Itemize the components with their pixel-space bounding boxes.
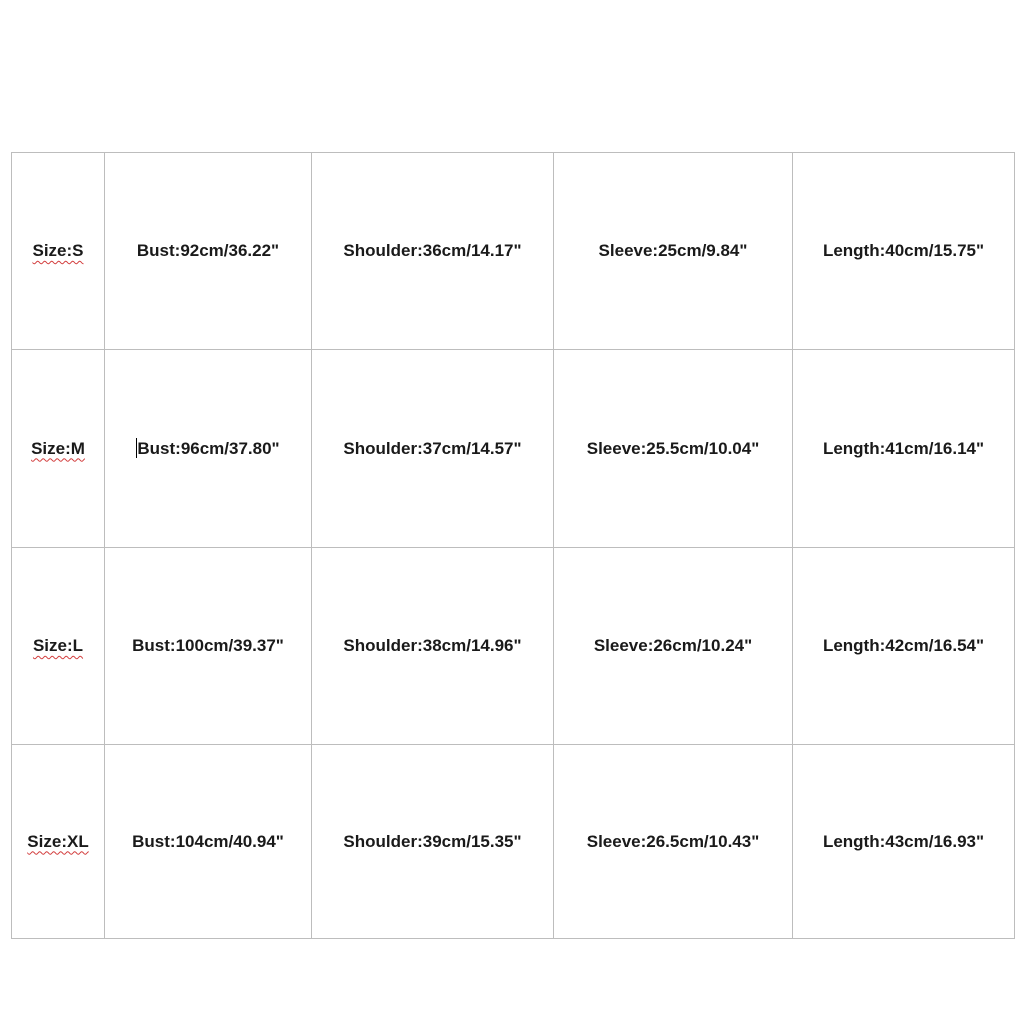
size-cell (12, 153, 105, 350)
bust-cell: Bust:92cm/36.22" (105, 153, 312, 350)
sleeve-cell: Sleeve:25.5cm/10.04" (554, 350, 793, 548)
size-label: Size:M (31, 438, 85, 458)
table-row (12, 350, 1015, 548)
size-chart-table (11, 152, 1015, 939)
shoulder-cell: Shoulder:38cm/14.96" (312, 548, 554, 745)
bust-cell[interactable] (105, 350, 312, 548)
size-label: Size:L (32, 636, 84, 655)
length-cell: Length:42cm/16.54" (793, 548, 1015, 745)
sleeve-cell: Sleeve:25cm/9.84" (554, 153, 793, 350)
size-label: Size:S (32, 241, 84, 260)
shoulder-cell: Shoulder:39cm/15.35" (312, 745, 554, 939)
length-cell: Length:43cm/16.93" (793, 745, 1015, 939)
bust-cell: Bust:100cm/39.37" (105, 548, 312, 745)
length-cell: Length:40cm/15.75" (793, 153, 1015, 350)
sleeve-cell: Sleeve:26.5cm/10.43" (554, 745, 793, 939)
size-cell (12, 350, 105, 548)
shoulder-cell: Shoulder:37cm/14.57" (312, 350, 554, 548)
size-cell (12, 548, 105, 745)
table-row (12, 153, 1015, 350)
bust-cell: Bust:104cm/40.94" (105, 745, 312, 939)
size-label: Size:XL (27, 831, 89, 851)
table-row (12, 548, 1015, 745)
shoulder-cell: Shoulder:36cm/14.17" (312, 153, 554, 350)
table-row (12, 745, 1015, 939)
sleeve-cell: Sleeve:26cm/10.24" (554, 548, 793, 745)
length-cell: Length:41cm/16.14" (793, 350, 1015, 548)
bust-value: Bust:96cm/37.80" (137, 439, 280, 458)
size-cell (12, 745, 105, 939)
